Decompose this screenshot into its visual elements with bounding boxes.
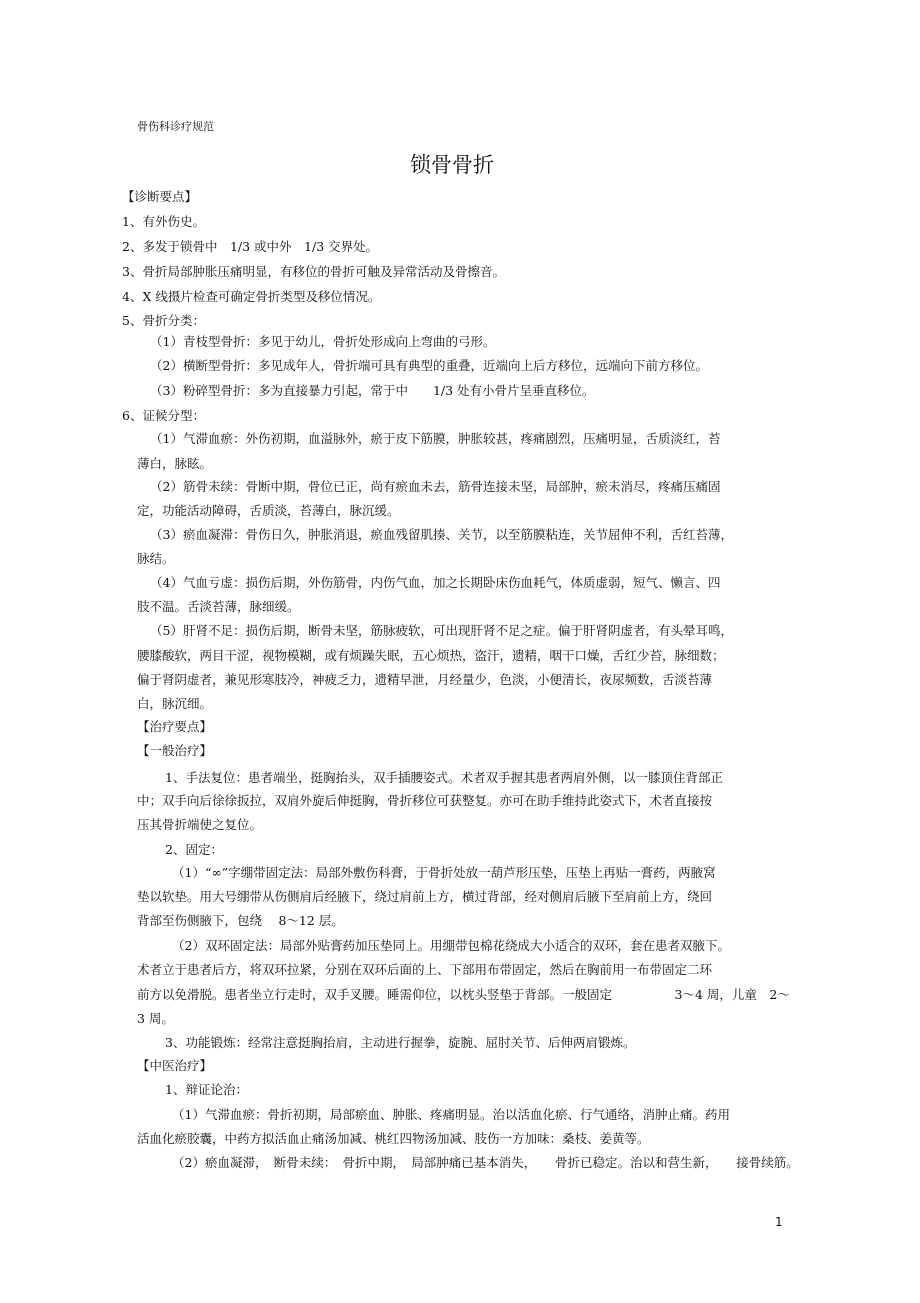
text-line: 定，功能活动障碍，舌质淡，苔薄白，脉沉缓。 xyxy=(137,503,400,518)
section-heading-general-treatment: 【一般治疗】 xyxy=(137,743,213,758)
text-line: 4、X 线摄片检查可确定骨折类型及移位情况。 xyxy=(122,289,381,304)
text-line: 压其骨折端使之复位。 xyxy=(137,817,263,832)
text-line: 前方以免滑脱。患者坐立行走时，双手叉腰。睡需仰位，以枕头竖垫于背部。一般固定 3～4 周，儿童 2～ xyxy=(137,987,790,1002)
section-heading-diagnosis: 【诊断要点】 xyxy=(122,189,198,204)
section-heading-treatment: 【治疗要点】 xyxy=(137,719,213,734)
text-line: （1）气滞血瘀：骨折初期，局部瘀血、肿胀、疼痛明显。治以活血化瘀、行气通络，消肿止痛。药用 xyxy=(172,1107,730,1122)
text-line: 2、多发于锁骨中 1/3 或中外 1/3 交界处。 xyxy=(122,239,379,254)
text-line: 1、手法复位：患者端坐，挺胸抬头，双手插腰姿式。术者双手握其患者两肩外侧，以一膝顶住背部正 xyxy=(165,770,723,785)
text-line: （2）筋骨未续：骨断中期，骨位已正，尚有瘀血未去，筋骨连接未坚，局部肿，瘀未消尽，疼痛压痛固 xyxy=(150,479,721,494)
text-line: （3）粉碎型骨折：多为直接暴力引起，常于中 1/3 处有小骨片呈垂直移位。 xyxy=(150,383,595,398)
text-line: （2）横断型骨折：多见成年人，骨折端可具有典型的重叠，近端向上后方移位，远端向下前方移位。 xyxy=(150,358,708,373)
text-line: 肢不温。舌淡苔薄，脉细缓。 xyxy=(137,599,300,614)
text-line: 5、骨折分类： xyxy=(122,313,205,328)
text-line: 1、有外伤史。 xyxy=(122,214,205,229)
text-line: 薄白，脉眩。 xyxy=(137,456,213,471)
text-line: 背部至伤侧腋下，包绕 8～12 层。 xyxy=(137,913,344,928)
text-line: （2）瘀血凝滞， 断骨未续： 骨折中期， 局部肿痛已基本消失， 骨折已稳定。治以和营生新， 接骨续筋。 xyxy=(172,1155,799,1170)
text-line: 白，脉沉细。 xyxy=(137,696,213,711)
text-line: 腰膝酸软，两目干涩，视物模糊，或有烦躁失眠，五心烦热，盗汗，遗精，咽干口燥，舌红少苔，脉细数； xyxy=(137,648,725,663)
text-line: （1）“∞”字绷带固定法：局部外敷伤科膏，于骨折处放一葫芦形压垫，压垫上再贴一膏药，两腋窝 xyxy=(172,865,716,880)
text-line: 活血化瘀胶囊，中药方拟活血止痛汤加减、桃红四物汤加减、肢伤一方加味：桑枝、姜黄等。 xyxy=(137,1131,650,1146)
page-title: 锁骨骨折 xyxy=(410,153,494,177)
text-line: （3）瘀血凝滞：骨伤日久，肿胀消退，瘀血残留肌揍、关节，以至筋膜粘连，关节屈伸不利，舌红苔薄， xyxy=(150,527,733,542)
text-line: 偏于肾阴虚者，兼见形寒肢冷，神疲乏力，遗精早泄，月经量少，色淡，小便清长，夜尿频数，舌淡苔薄 xyxy=(137,672,713,687)
text-line: 中；双手向后徐徐扳拉，双肩外旋后伸挺胸，骨折移位可获整复。亦可在助手维持此姿式下，术者直接按 xyxy=(137,793,713,808)
text-line: 垫以软垫。用大号绷带从伤侧肩后经腋下，绕过肩前上方，横过背部，经对侧肩后腋下至肩前上方，绕回 xyxy=(137,889,713,904)
text-line: 3 周。 xyxy=(137,1011,174,1026)
text-line: 3、功能锻炼：经常注意挺胸抬肩，主动进行握拳，旋腕、屈肘关节、后伸两肩锻炼。 xyxy=(165,1035,636,1050)
text-line: 1、辩证论治： xyxy=(165,1082,248,1097)
text-line: （5）肝肾不足：损伤后期，断骨未坚，筋脉疲软，可出现肝肾不足之症。偏于肝肾阴虚者，有头晕耳鸣， xyxy=(150,623,733,638)
text-line: （1）青枝型骨折：多见于幼儿，骨折处形成向上弯曲的弓形。 xyxy=(150,334,496,349)
text-line: 3、骨折局部肿胀压痛明显，有移位的骨折可触及异常活动及骨擦音。 xyxy=(122,264,505,279)
text-line: 2、固定： xyxy=(165,842,223,857)
text-line: 术者立于患者后方，将双环拉紧，分别在双环后面的上、下部用布带固定，然后在胸前用一布带固定二环 xyxy=(137,962,713,977)
page-number: 1 xyxy=(775,1215,783,1229)
section-heading-tcm: 【中医治疗】 xyxy=(137,1058,213,1073)
text-line: （1）气滞血瘀：外伤初期，血溢脉外，瘀于皮下筋膜，肿胀较甚，疼痛剧烈，压痛明显，舌质淡红，苔 xyxy=(150,431,721,446)
text-line: （4）气血亏虚：损伤后期，外伤筋骨，内伤气血，加之长期卧床伤血耗气，体质虚弱，短气、懒言、四 xyxy=(150,575,721,590)
text-line: （2）双环固定法：局部外贴膏药加压垫同上。用绷带包棉花绕成大小适合的双环，套在患者双腋下。 xyxy=(172,938,730,953)
text-line: 脉结。 xyxy=(137,551,175,566)
running-header: 骨伤科诊疗规范 xyxy=(137,120,214,133)
text-line: 6、证候分型： xyxy=(122,408,205,423)
